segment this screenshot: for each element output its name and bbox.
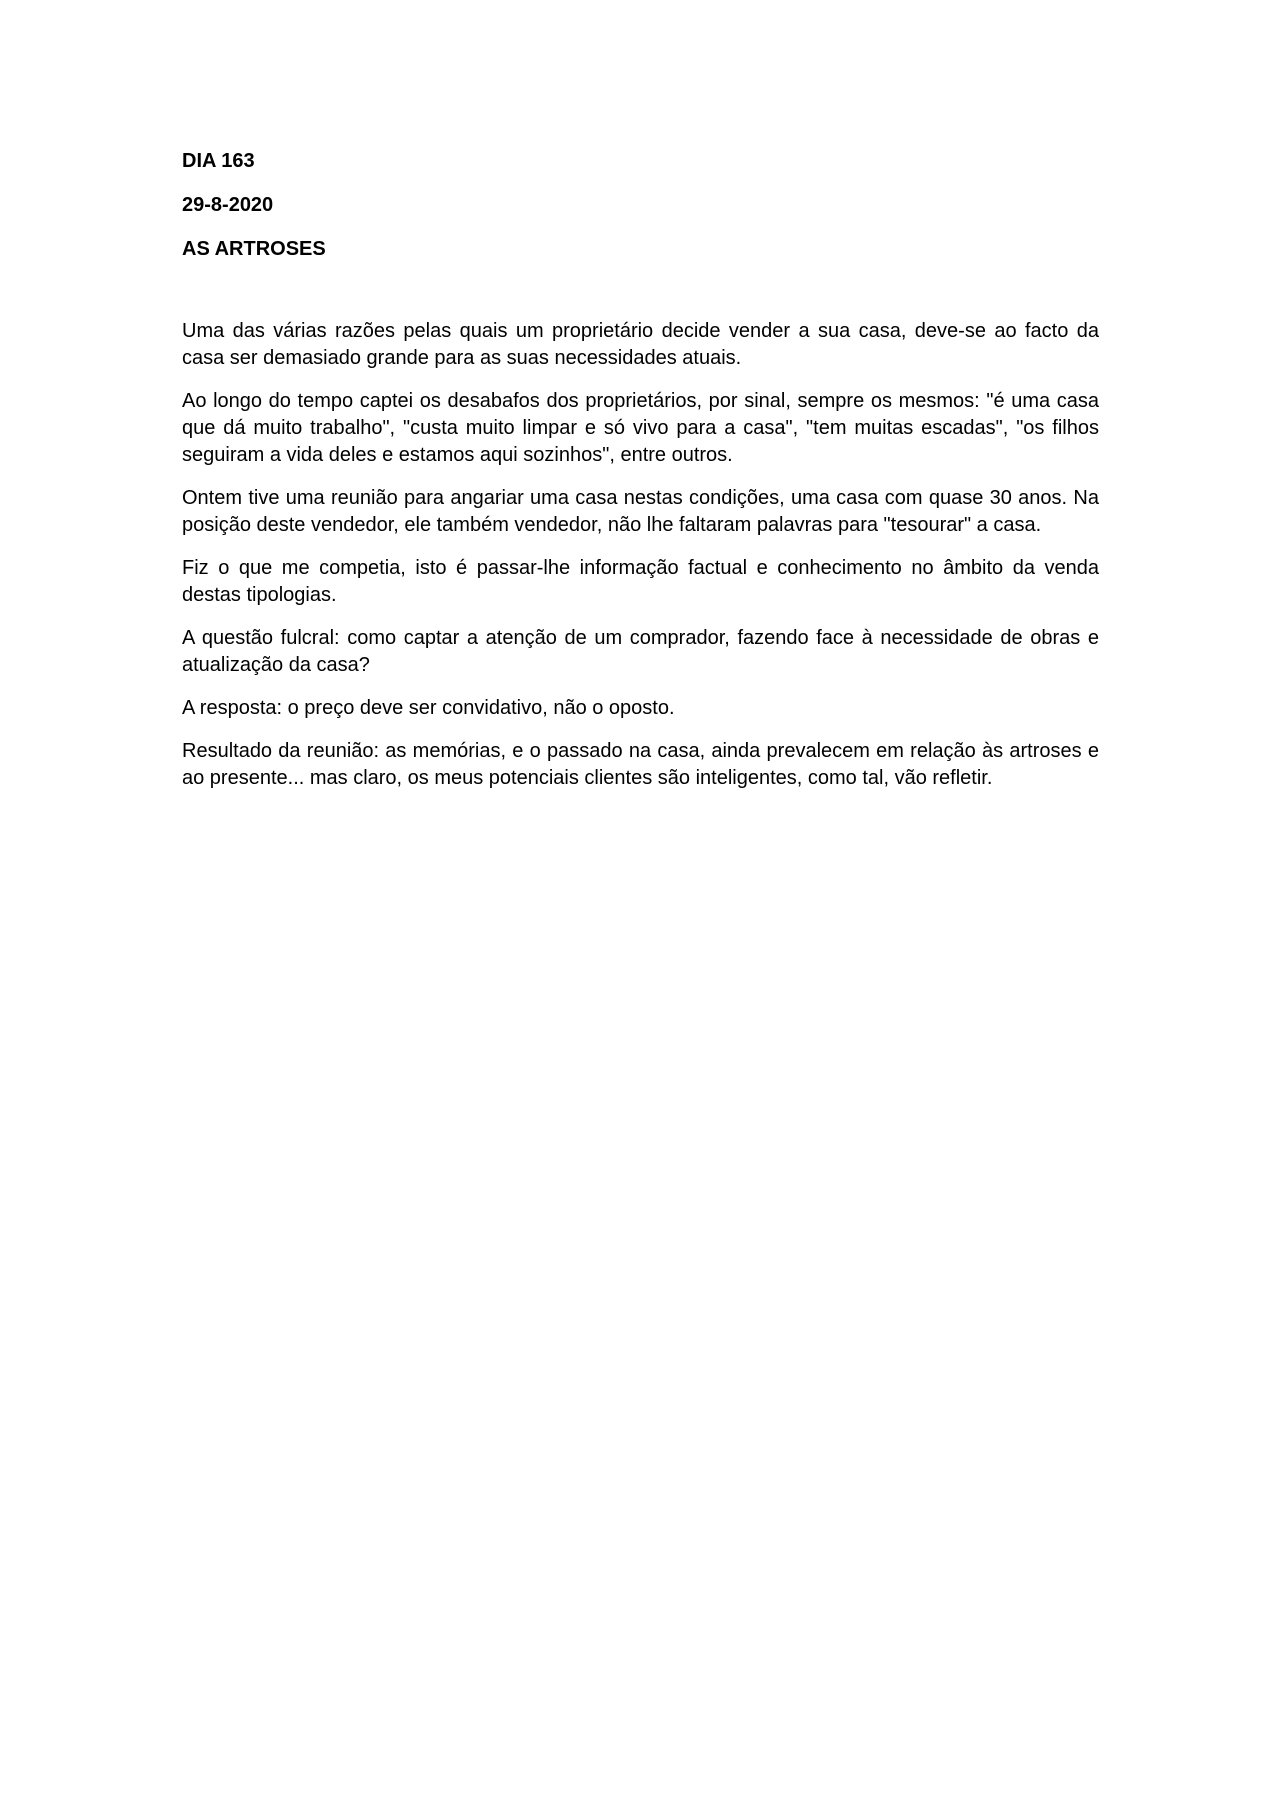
- paragraph-7: Resultado da reunião: as memórias, e o passado na casa, ainda prevalecem em relação às artroses e ao presente... mas claro, os meus potenciais clientes são inteligentes, como tal, vão refletir.: [182, 740, 1099, 789]
- day-heading: DIA 163: [182, 150, 255, 172]
- paragraph-6: A resposta: o preço deve ser convidativo, não o oposto.: [182, 697, 675, 719]
- date-heading: 29-8-2020: [182, 194, 274, 216]
- paragraph-5: A questão fulcral: como captar a atenção de um comprador, fazendo face à necessidade de obras e atualização da casa?: [182, 627, 1099, 676]
- paragraph-2: Ao longo do tempo captei os desabafos dos proprietários, por sinal, sempre os mesmos: "é uma casa que dá muito trabalho", "custa muito limpar e só vivo para a casa", "tem muitas escadas", "os filhos seguiram a vida deles e estamos aqui sozinhos", entre outros.: [182, 390, 1099, 466]
- paragraph-3: Ontem tive uma reunião para angariar uma casa nestas condições, uma casa com quase 30 anos. Na posição deste vendedor, ele também vendedor, não lhe faltaram palavras para "tesourar" a casa.: [182, 487, 1099, 536]
- paragraph-1: Uma das várias razões pelas quais um proprietário decide vender a sua casa, deve-se ao facto da casa ser demasiado grande para as suas necessidades atuais.: [182, 320, 1099, 369]
- paragraph-4: Fiz o que me competia, isto é passar-lhe informação factual e conhecimento no âmbito da venda destas tipologias.: [182, 557, 1099, 606]
- document-body: [182, 148, 1099, 808]
- title-heading: AS ARTROSES: [182, 238, 326, 260]
